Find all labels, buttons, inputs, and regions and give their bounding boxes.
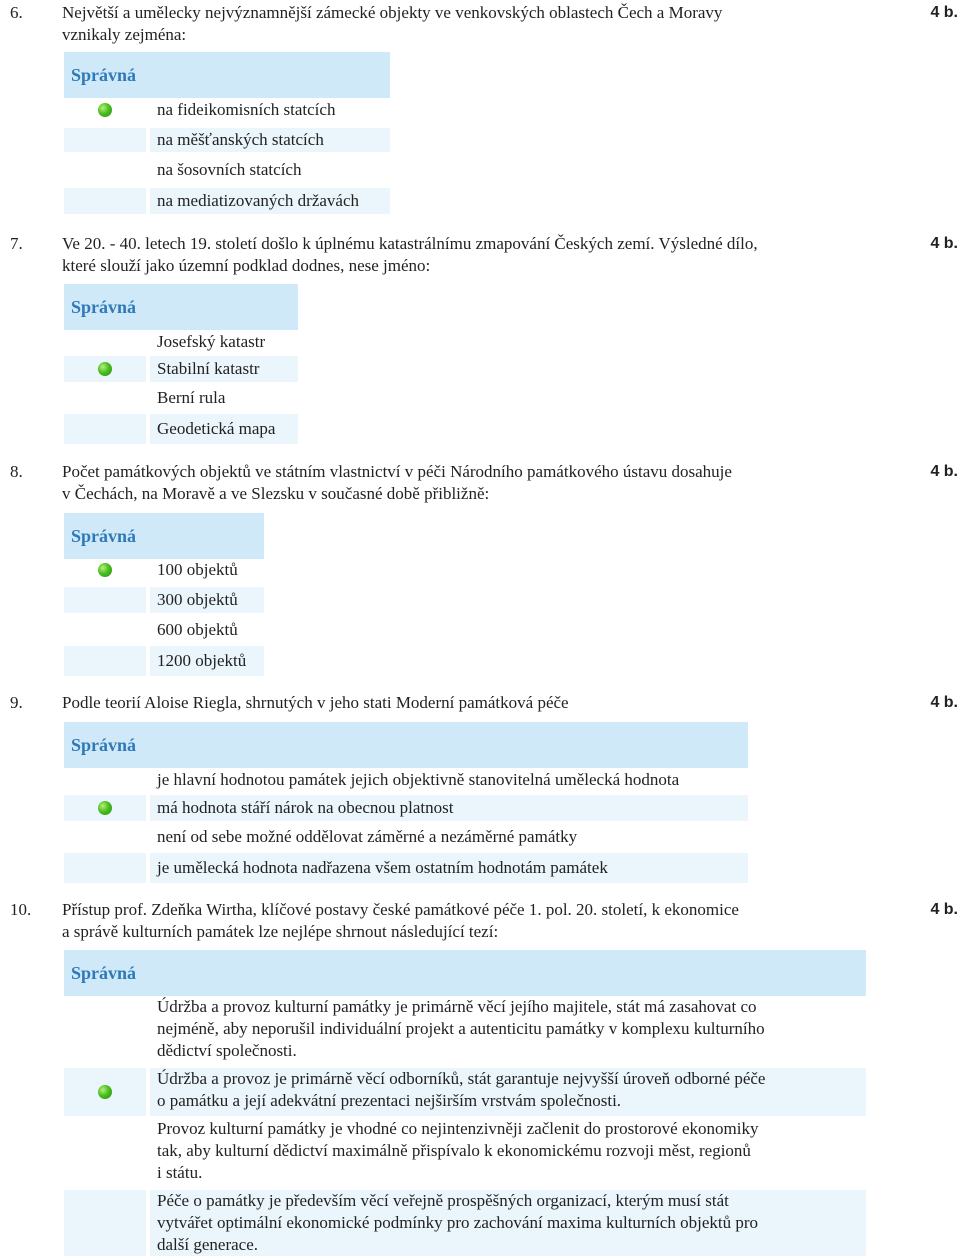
answer-row <box>64 386 298 410</box>
answer-marker-cell <box>64 768 146 792</box>
correct-answer-dot-icon <box>98 362 112 376</box>
question-text-line: Podle teorií Aloise Riegla, shrnutých v jeho stati Moderní památková péče <box>62 693 569 712</box>
answer-text-line: i státu. <box>157 1163 203 1182</box>
answer-marker-cell <box>64 1068 146 1116</box>
answer-marker-cell <box>64 996 146 1064</box>
answer-row <box>64 587 264 613</box>
question-text-line: Největší a umělecky nejvýznamnější zámecké objekty ve venkovských oblastech Čech a Moravy <box>62 3 723 22</box>
answer-marker-cell <box>64 188 146 214</box>
answer-text-cell <box>150 558 264 582</box>
answer-text-line: o památku a její adekvátní prezentaci nejširším vrstvám společnosti. <box>157 1091 622 1110</box>
answer-marker-cell <box>64 646 146 676</box>
answer-row <box>64 853 748 883</box>
answer-marker-cell <box>64 330 146 354</box>
answer-text <box>157 188 359 214</box>
answer-text-line: Josefský katastr <box>157 332 266 351</box>
answer-row <box>64 414 298 444</box>
question-text-line: v Čechách, na Moravě a ve Slezsku v současné době přibližně: <box>62 484 490 503</box>
answer-row <box>64 1190 866 1256</box>
answer-text-line: 100 objektů <box>157 560 238 579</box>
answer-text-cell <box>150 1190 866 1256</box>
answer-text-line: tak, aby kulturní dědictví maximálně přispívalo k ekonomickému rozvoji měst, regionů <box>157 1141 751 1160</box>
answer-text <box>157 558 238 582</box>
answer-text-line: dědictví společnosti. <box>157 1041 297 1060</box>
answer-text-cell <box>150 128 390 152</box>
points-label: 4 b. <box>930 4 958 21</box>
answer-text-cell <box>150 646 264 676</box>
question-text-line: vznikaly zejména: <box>62 25 187 44</box>
correct-column-header: Správná <box>71 65 137 85</box>
points-label: 4 b. <box>930 235 958 252</box>
question-text <box>62 692 569 714</box>
points-label: 4 b. <box>930 694 958 711</box>
question-text <box>62 233 758 277</box>
answer-text-line: má hodnota stáří nárok na obecnou platnost <box>157 798 454 817</box>
answer-row <box>64 768 748 792</box>
answer-row <box>64 1068 866 1116</box>
question-number: 7. <box>10 234 23 253</box>
answer-marker-cell <box>64 558 146 582</box>
answer-marker-cell <box>64 356 146 382</box>
answer-row <box>64 128 390 152</box>
answer-text-cell <box>150 853 748 883</box>
answer-row <box>64 825 748 849</box>
answer-row <box>64 795 748 821</box>
answers-header <box>64 284 298 330</box>
answer-row <box>64 1118 866 1188</box>
answer-text <box>157 98 335 122</box>
answer-text-line: Berní rula <box>157 388 226 407</box>
answer-text-cell <box>150 414 298 444</box>
answers-header <box>64 950 866 996</box>
answer-text <box>157 386 225 410</box>
answer-text-cell <box>150 587 264 613</box>
answer-row <box>64 558 264 582</box>
answer-marker-cell <box>64 1118 146 1188</box>
answer-text-cell <box>150 795 748 821</box>
answer-marker-cell <box>64 128 146 152</box>
answer-row <box>64 646 264 676</box>
answer-text <box>157 356 259 382</box>
answer-text-cell <box>150 1118 866 1188</box>
answer-text-cell <box>150 996 866 1064</box>
correct-column-header: Správná <box>71 963 137 983</box>
answer-text-line: Údržba a provoz je primárně věcí odborníků, stát garantuje nejvyšší úroveň odborné péče <box>157 1069 766 1088</box>
answer-marker-cell <box>64 853 146 883</box>
answer-text <box>157 1068 765 1112</box>
answer-text <box>157 587 238 613</box>
answer-text-cell <box>150 768 748 792</box>
correct-answer-dot-icon <box>98 563 112 577</box>
answers-header <box>64 513 264 559</box>
answer-text <box>157 330 265 354</box>
answer-row <box>64 158 390 182</box>
answer-row <box>64 356 298 382</box>
answer-row <box>64 188 390 214</box>
answer-text-line: na měšťanských statcích <box>157 130 324 149</box>
question-text-line: Počet památkových objektů ve státním vlastnictví v péči Národního památkového ústavu dosahuje <box>62 462 732 481</box>
answer-text-line: na fideikomisních statcích <box>157 100 336 119</box>
answer-text <box>157 1190 758 1256</box>
answer-row <box>64 618 264 642</box>
answer-marker-cell <box>64 618 146 642</box>
answer-text-cell <box>150 356 298 382</box>
answers-header <box>64 722 748 768</box>
correct-answer-dot-icon <box>98 103 112 117</box>
answer-marker-cell <box>64 414 146 444</box>
answer-text-line: na mediatizovaných državách <box>157 191 360 210</box>
correct-answer-dot-icon <box>98 801 112 815</box>
answer-row <box>64 330 298 354</box>
question-text <box>62 899 739 943</box>
question-text-line: Přístup prof. Zdeňka Wirtha, klíčové postavy české památkové péče 1. pol. 20. století, k ekonomice <box>62 900 739 919</box>
answer-text <box>157 853 608 883</box>
answer-row <box>64 996 866 1064</box>
correct-column-header: Správná <box>71 297 137 317</box>
question-text-line: a správě kulturních památek lze nejlépe shrnout následující tezí: <box>62 922 499 941</box>
question-text <box>62 2 722 46</box>
answer-text-line: 600 objektů <box>157 620 238 639</box>
answer-marker-cell <box>64 825 146 849</box>
question-number: 8. <box>10 462 23 481</box>
answer-text-cell <box>150 330 298 354</box>
answer-text-line: Stabilní katastr <box>157 359 260 378</box>
answer-row <box>64 98 390 122</box>
answer-text-cell <box>150 158 390 182</box>
points-label: 4 b. <box>930 463 958 480</box>
answer-text <box>157 1118 758 1184</box>
answer-text <box>157 618 238 642</box>
answer-marker-cell <box>64 158 146 182</box>
answer-marker-cell <box>64 1190 146 1256</box>
answer-text <box>157 795 453 821</box>
answer-text <box>157 414 275 444</box>
question-text-line: Ve 20. - 40. letech 19. století došlo k úplnému katastrálnímu zmapování Českých zemí. Výsledné dílo, <box>62 234 758 253</box>
answer-text-cell <box>150 618 264 642</box>
answer-text-line: je hlavní hodnotou památek jejich objektivně stanovitelná umělecká hodnota <box>157 770 680 789</box>
correct-column-header: Správná <box>71 735 137 755</box>
answer-text-cell <box>150 98 390 122</box>
answers-header <box>64 52 390 98</box>
question-number: 10. <box>10 900 32 919</box>
answer-text <box>157 646 246 676</box>
answer-text-cell <box>150 386 298 410</box>
answer-text-line: je umělecká hodnota nadřazena všem ostatním hodnotám památek <box>157 858 608 877</box>
question-text-line: které slouží jako územní podklad dodnes, nese jméno: <box>62 256 431 275</box>
points-label: 4 b. <box>930 901 958 918</box>
answer-text <box>157 996 765 1062</box>
question-number: 9. <box>10 693 23 712</box>
answer-text-line: Údržba a provoz kulturní památky je primárně věcí jejího majitele, stát má zasahovat co <box>157 997 757 1016</box>
answer-text-line: Provoz kulturní památky je vhodné co nejintenzivněji začlenit do prostorové ekonomiky <box>157 1119 759 1138</box>
question-number: 6. <box>10 3 23 22</box>
answer-text <box>157 158 301 182</box>
answer-text <box>157 768 679 792</box>
question-text <box>62 461 732 505</box>
answer-text <box>157 128 324 152</box>
answer-text-line: další generace. <box>157 1235 258 1254</box>
answer-text-line: není od sebe možné oddělovat záměrné a nezáměrné památky <box>157 827 578 846</box>
answer-text-cell <box>150 188 390 214</box>
answer-text-line: vytvářet optimální ekonomické podmínky pro zachování maxima kulturních objektů pro <box>157 1213 758 1232</box>
answer-text-cell <box>150 825 748 849</box>
answer-marker-cell <box>64 587 146 613</box>
answer-text-line: nejméně, aby neporušil individuální projekt a autenticitu památky v komplexu kulturního <box>157 1019 765 1038</box>
answer-text-line: 300 objektů <box>157 590 238 609</box>
answer-marker-cell <box>64 98 146 122</box>
answer-text-line: 1200 objektů <box>157 651 247 670</box>
answer-text-cell <box>150 1068 866 1116</box>
answer-marker-cell <box>64 386 146 410</box>
correct-answer-dot-icon <box>98 1085 112 1099</box>
answer-text-line: Geodetická mapa <box>157 419 276 438</box>
answer-text <box>157 825 577 849</box>
answer-marker-cell <box>64 795 146 821</box>
answer-text-line: Péče o památky je především věcí veřejně prospěšných organizací, kterým musí stát <box>157 1191 729 1210</box>
correct-column-header: Správná <box>71 526 137 546</box>
answer-text-line: na šosovních statcích <box>157 160 302 179</box>
